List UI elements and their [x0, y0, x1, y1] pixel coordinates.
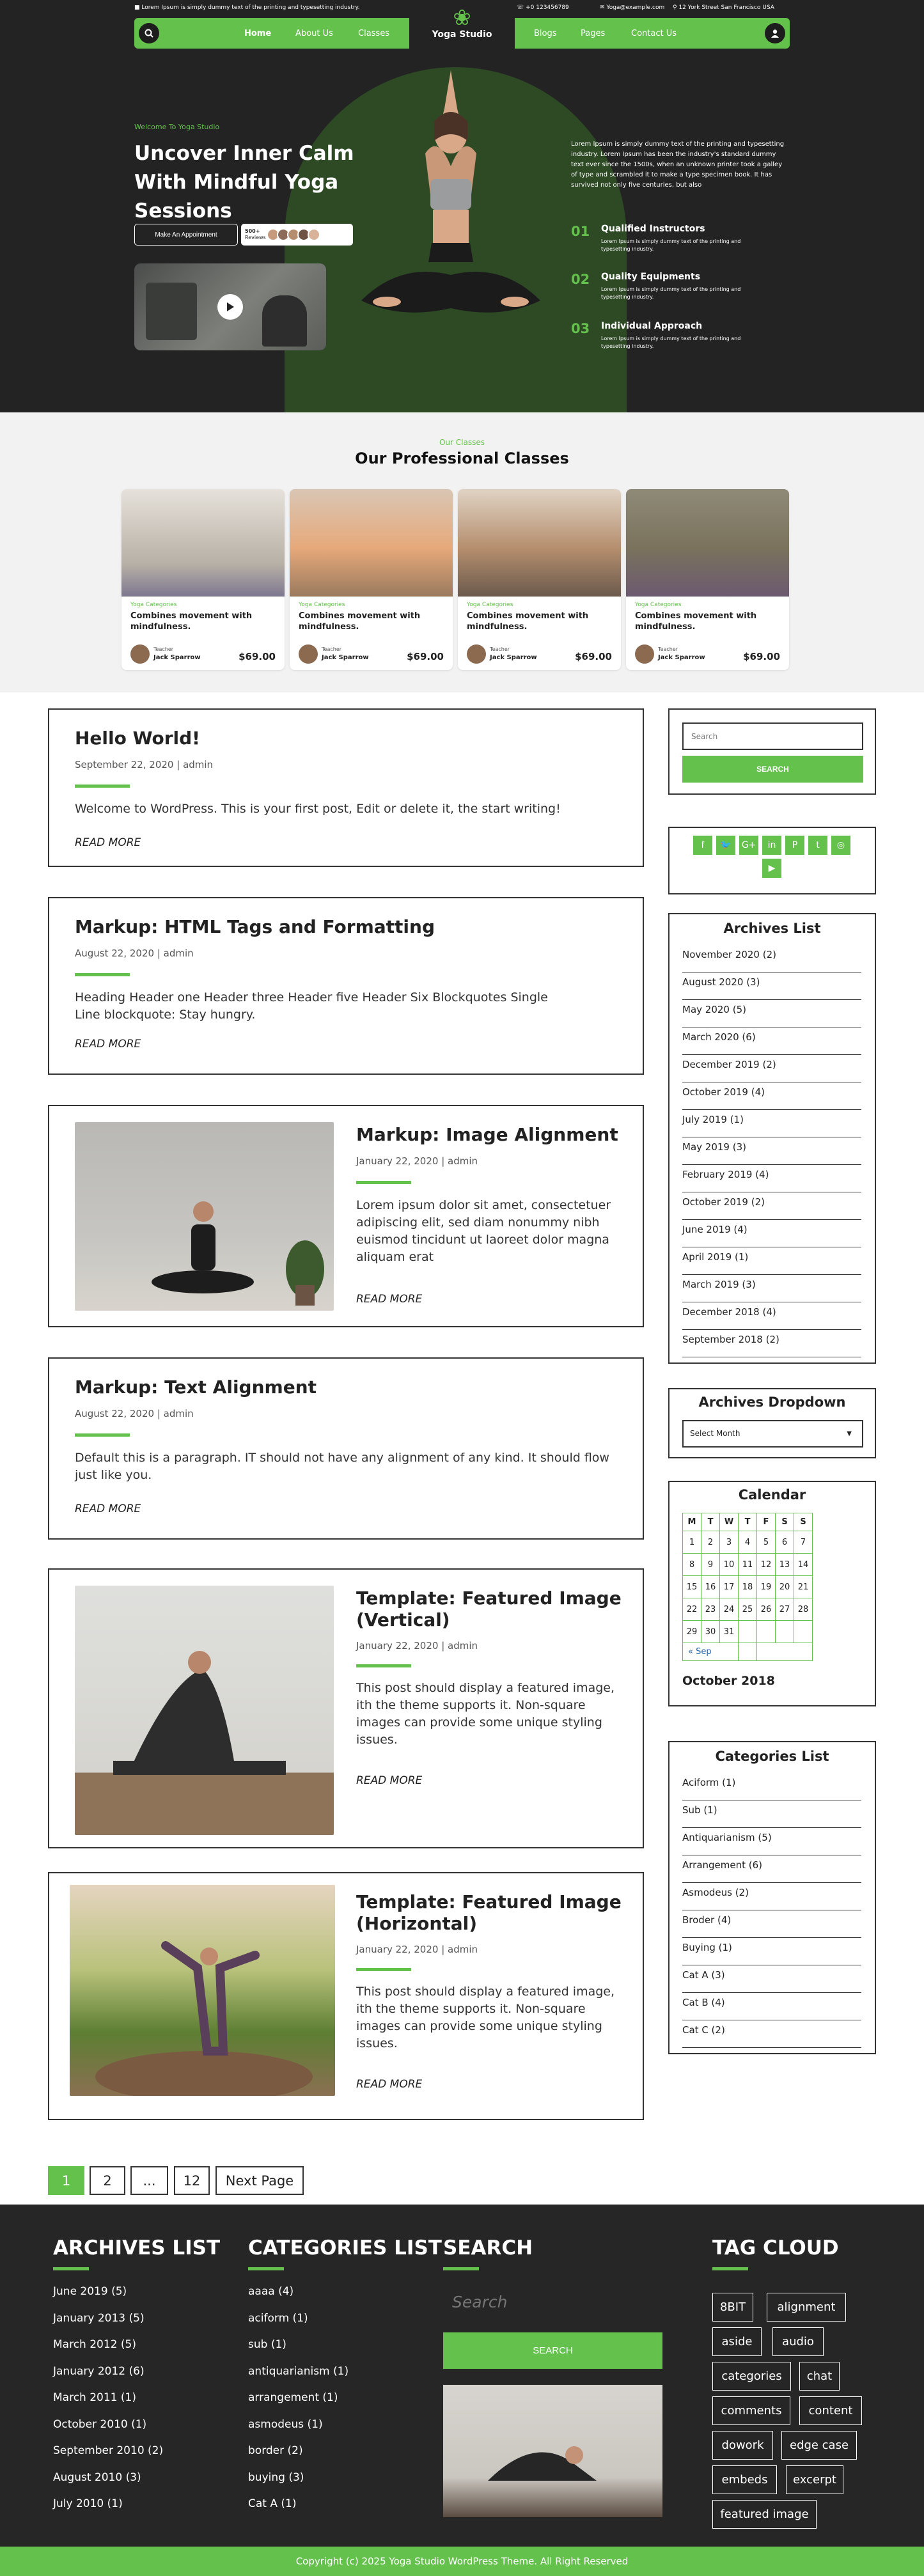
categories-list: [682, 1773, 861, 2048]
tag-link[interactable]: 8BIT: [712, 2293, 753, 2322]
reviews-label: Reviews: [245, 235, 266, 240]
footer-category-link[interactable]: sub (1): [248, 2338, 286, 2351]
archive-link[interactable]: June 2019 (4): [682, 1220, 861, 1247]
class-title: Combines movement with mindfulness.: [130, 611, 253, 632]
footer-categories-title: CATEGORIES LIST: [248, 2236, 442, 2260]
title-underline: [356, 1181, 411, 1184]
blog-post: [48, 1568, 644, 1848]
class-title: Combines movement with mindfulness.: [635, 611, 757, 632]
post-excerpt: Default this is a paragraph. IT should not have any alignment of any kind. It should flow just like you.: [75, 1451, 609, 1482]
class-price: $69.00: [743, 651, 780, 662]
category-link[interactable]: Asmodeus (2): [682, 1883, 861, 1910]
categories-widget: [668, 1741, 876, 2054]
topbar-tagline: ■ Lorem Ipsum is simply dummy text of the printing and typesetting industry.: [134, 4, 360, 11]
calendar-day: [776, 1621, 794, 1643]
classes-kicker: Our Classes: [439, 438, 485, 447]
class-price: $69.00: [407, 651, 444, 662]
site-logo[interactable]: [416, 6, 508, 51]
google-plus-icon[interactable]: G+: [739, 836, 758, 855]
calendar-caption: October 2018: [682, 1674, 775, 1688]
tag-link[interactable]: audio: [772, 2327, 824, 2356]
class-title: Combines movement with mindfulness.: [467, 611, 589, 632]
calendar-day: 3: [720, 1531, 739, 1554]
next-page-button[interactable]: Next Page: [215, 2166, 304, 2195]
tag-link[interactable]: aside: [712, 2327, 762, 2356]
footer-search-title: SEARCH: [443, 2236, 533, 2260]
feature-title: Individual Approach: [601, 321, 703, 331]
site-footer: [0, 2205, 924, 2576]
topbar-email[interactable]: ✉ Yoga@example.com: [600, 4, 665, 11]
calendar-day: 20: [776, 1576, 794, 1598]
play-icon[interactable]: [217, 294, 243, 320]
post-title[interactable]: Markup: Text Alignment: [75, 1377, 317, 1398]
search-input[interactable]: [682, 722, 863, 750]
calendar-title: Calendar: [738, 1487, 806, 1503]
read-more-link[interactable]: READ MORE: [75, 1503, 141, 1515]
blog-section: [0, 692, 924, 2205]
nav-left: [134, 18, 409, 49]
calendar-day: 31: [720, 1621, 739, 1643]
feature-title: Qualified Instructors: [601, 224, 705, 234]
footer-search-button[interactable]: SEARCH: [443, 2332, 662, 2369]
topbar-address: ⚲ 12 York Street San Francisco USA: [673, 4, 774, 11]
tag-link[interactable]: alignment: [767, 2293, 846, 2322]
blog-post: [48, 1872, 644, 2120]
video-thumbnail[interactable]: [134, 263, 326, 350]
footer-archives-title: ARCHIVES LIST: [53, 2236, 221, 2260]
feature-number: 02: [571, 272, 590, 287]
calendar-day-header: T: [739, 1513, 757, 1531]
footer-category-link[interactable]: buying (3): [248, 2471, 304, 2484]
feature-desc: Lorem Ipsum is simply dummy text of the printing and typesetting industry.: [601, 238, 741, 252]
category-link[interactable]: Arrangement (6): [682, 1855, 861, 1883]
post-excerpt: This post should display a featured image, ith the theme supports it. Non-square images can provide some unique styling issues.: [356, 1681, 615, 1747]
heading-underline: [443, 2267, 479, 2270]
archive-link[interactable]: April 2019 (1): [682, 1247, 861, 1275]
archive-link[interactable]: May 2020 (5): [682, 1000, 861, 1027]
heading-underline: [248, 2267, 284, 2270]
footer-archive-link[interactable]: March 2012 (5): [53, 2338, 136, 2351]
calendar-day: 17: [720, 1576, 739, 1598]
tag-link[interactable]: featured image: [712, 2500, 817, 2529]
category-link[interactable]: Sub (1): [682, 1800, 861, 1828]
footer-category-link[interactable]: asmodeus (1): [248, 2417, 323, 2431]
footer-archive-link[interactable]: July 2010 (1): [53, 2497, 123, 2510]
calendar-day: 9: [701, 1554, 720, 1576]
class-category: Yoga Categories: [299, 602, 345, 608]
calendar-day: 16: [701, 1576, 720, 1598]
class-category: Yoga Categories: [635, 602, 682, 608]
teacher-role: Teacher: [658, 646, 678, 652]
teacher-avatar: [299, 644, 318, 664]
category-link[interactable]: Aciform (1): [682, 1773, 861, 1800]
archive-link[interactable]: May 2019 (3): [682, 1137, 861, 1165]
post-meta: January 22, 2020 | admin: [356, 1640, 478, 1651]
teacher-name: Jack Sparrow: [153, 654, 201, 661]
calendar-day: [794, 1621, 813, 1643]
social-icons: [682, 836, 861, 878]
teacher-name: Jack Sparrow: [322, 654, 369, 661]
calendar-day: 27: [776, 1598, 794, 1621]
calendar-day: 1: [683, 1531, 701, 1554]
hero-section: [0, 0, 924, 412]
read-more-link[interactable]: READ MORE: [356, 2078, 423, 2091]
archive-link[interactable]: October 2019 (2): [682, 1192, 861, 1220]
footer-yoga-image: [443, 2385, 662, 2517]
heading-underline: [712, 2267, 748, 2270]
tag-link[interactable]: comments: [712, 2396, 790, 2425]
search-widget: [668, 708, 876, 795]
classes-title: Our Professional Classes: [355, 449, 569, 467]
calendar-day: 28: [794, 1598, 813, 1621]
footer-categories-list: [248, 2285, 348, 2524]
title-underline: [356, 1968, 411, 1971]
hero-title: Uncover Inner Calm With Mindful Yoga Sessions: [134, 142, 354, 222]
chevron-down-icon: ▼: [847, 1430, 852, 1437]
calendar-day: 10: [720, 1554, 739, 1576]
archive-link[interactable]: November 2020 (2): [682, 945, 861, 972]
pinterest-icon[interactable]: P: [785, 836, 804, 855]
calendar-day: 22: [683, 1598, 701, 1621]
class-category: Yoga Categories: [467, 602, 513, 608]
heading-underline: [53, 2267, 89, 2270]
nav-about[interactable]: About Us: [295, 28, 333, 38]
calendar-day: 23: [701, 1598, 720, 1621]
class-title: Combines movement with mindfulness.: [299, 611, 421, 632]
tag-link[interactable]: embeds: [712, 2465, 777, 2494]
month-select-value: Select Month: [690, 1429, 740, 1438]
reviews-badge: [241, 224, 353, 246]
read-more-link[interactable]: READ MORE: [356, 1774, 423, 1787]
read-more-link[interactable]: READ MORE: [356, 1293, 423, 1306]
calendar-day: 19: [757, 1576, 776, 1598]
post-title[interactable]: Template: Featured Image (Vertical): [356, 1588, 622, 1630]
nav-home[interactable]: Home: [244, 28, 272, 38]
category-link[interactable]: Broder (4): [682, 1910, 861, 1938]
blog-post: [48, 897, 644, 1075]
post-title[interactable]: Markup: Image Alignment: [356, 1124, 618, 1145]
footer-archive-link[interactable]: June 2019 (5): [53, 2285, 127, 2298]
calendar-day: 7: [794, 1531, 813, 1554]
topbar-phone[interactable]: ☏ +0 123456789: [517, 4, 569, 11]
tag-link[interactable]: content: [799, 2396, 862, 2425]
calendar-day-header: W: [720, 1513, 739, 1531]
post-featured-image[interactable]: [70, 1885, 335, 2096]
calendar-day: 26: [757, 1598, 776, 1621]
youtube-icon[interactable]: ▶: [762, 859, 781, 878]
calendar-day: 12: [757, 1554, 776, 1576]
archive-link[interactable]: October 2019 (4): [682, 1082, 861, 1110]
post-title[interactable]: Template: Featured Image (Horizontal): [356, 1891, 622, 1934]
footer-category-link[interactable]: Cat A (1): [248, 2497, 297, 2510]
archive-link[interactable]: March 2019 (3): [682, 1275, 861, 1302]
class-card[interactable]: [626, 489, 789, 670]
archives-title: Archives List: [723, 921, 821, 936]
class-image: [121, 489, 285, 597]
class-card[interactable]: [458, 489, 621, 670]
feature-desc: Lorem Ipsum is simply dummy text of the printing and typesetting industry.: [601, 336, 741, 349]
post-title[interactable]: Hello World!: [75, 728, 200, 749]
title-underline: [75, 973, 130, 976]
archive-link[interactable]: February 2019 (4): [682, 1165, 861, 1192]
calendar-day: [757, 1621, 776, 1643]
calendar-day: 6: [776, 1531, 794, 1554]
make-appointment-button[interactable]: Make An Appointment: [134, 224, 238, 246]
class-image: [290, 489, 453, 597]
archive-link[interactable]: December 2018 (4): [682, 1302, 861, 1330]
lotus-icon: ❀: [453, 5, 471, 31]
archives-widget: [668, 913, 876, 1364]
tag-link[interactable]: chat: [799, 2362, 840, 2391]
footer-archive-link[interactable]: January 2012 (6): [53, 2364, 145, 2378]
footer-archive-link[interactable]: September 2010 (2): [53, 2444, 164, 2457]
nav-pages[interactable]: Pages: [581, 28, 606, 38]
calendar-day: 14: [794, 1554, 813, 1576]
twitter-icon[interactable]: 🐦: [716, 836, 735, 855]
footer-archive-link[interactable]: January 2013 (5): [53, 2311, 145, 2325]
hero-kicker: Welcome To Yoga Studio: [134, 123, 220, 131]
archives-dropdown-widget: [668, 1388, 876, 1458]
calendar-day-header: S: [794, 1513, 813, 1531]
read-more-link[interactable]: READ MORE: [75, 836, 141, 849]
logo-text: Yoga Studio: [432, 29, 492, 40]
hero-description: Lorem Ipsum is simply dummy text of the printing and typesetting industry. Lorem Ipsum has been the industry's standard dummy text ever since the 1500s, when an unknown printer took a galley of type and scrambled it to make a type specimen book. It has survived not only five centuries, but also: [571, 141, 785, 189]
user-icon[interactable]: [765, 23, 785, 43]
calendar-day: 2: [701, 1531, 720, 1554]
facebook-icon[interactable]: f: [693, 836, 712, 855]
archives-dropdown-title: Archives Dropdown: [698, 1394, 846, 1410]
calendar-day-header: S: [776, 1513, 794, 1531]
teacher-name: Jack Sparrow: [658, 654, 705, 661]
teacher-avatar: [635, 644, 654, 664]
footer-archives-list: [53, 2285, 163, 2524]
teacher-avatar: [130, 644, 150, 664]
calendar-table: [682, 1513, 813, 1661]
nav-blogs[interactable]: Blogs: [534, 28, 557, 38]
footer-tags-title: TAG CLOUD: [712, 2236, 839, 2260]
nav-right: [515, 18, 790, 49]
post-meta: August 22, 2020 | admin: [75, 948, 194, 959]
post-excerpt: Heading Header one Header three Header five Header Six Blockquotes Single Line blockquote: Stay hungry.: [75, 990, 548, 1022]
tag-link[interactable]: edge case: [781, 2431, 857, 2460]
archive-link[interactable]: August 2020 (3): [682, 972, 861, 1000]
footer-category-link[interactable]: arrangement (1): [248, 2391, 338, 2404]
footer-category-link[interactable]: border (2): [248, 2444, 303, 2457]
calendar-day-header: M: [683, 1513, 701, 1531]
calendar-day: 13: [776, 1554, 794, 1576]
title-underline: [356, 1664, 411, 1667]
post-title[interactable]: Markup: HTML Tags and Formatting: [75, 916, 435, 937]
teacher-name: Jack Sparrow: [490, 654, 537, 661]
category-link[interactable]: Buying (1): [682, 1938, 861, 1965]
read-more-link[interactable]: READ MORE: [75, 1038, 141, 1050]
feature-title: Quality Equipments: [601, 272, 701, 282]
tag-link[interactable]: categories: [712, 2362, 791, 2391]
title-underline: [75, 1433, 130, 1437]
footer-archive-link[interactable]: March 2011 (1): [53, 2391, 136, 2404]
post-excerpt: Welcome to WordPress. This is your first post, Edit or delete it, the start writing!: [75, 802, 561, 816]
tag-link[interactable]: excerpt: [786, 2465, 843, 2494]
blog-post: [48, 1357, 644, 1540]
post-featured-image[interactable]: [75, 1586, 334, 1835]
calendar-day: 24: [720, 1598, 739, 1621]
search-button[interactable]: SEARCH: [682, 756, 863, 783]
post-meta: January 22, 2020 | admin: [356, 1944, 478, 1955]
post-meta: January 22, 2020 | admin: [356, 1155, 478, 1167]
class-card[interactable]: [121, 489, 285, 670]
class-image: [626, 489, 789, 597]
footer-archive-link[interactable]: August 2010 (3): [53, 2471, 141, 2484]
instagram-icon[interactable]: ◎: [831, 836, 850, 855]
social-widget: [668, 827, 876, 894]
title-underline: [75, 785, 130, 788]
class-image: [458, 489, 621, 597]
calendar-day: 30: [701, 1621, 720, 1643]
categories-title: Categories List: [715, 1749, 829, 1764]
calendar-day: 11: [739, 1554, 757, 1576]
nav-contact[interactable]: Contact Us: [631, 28, 677, 38]
category-link[interactable]: Antiquarianism (5): [682, 1828, 861, 1855]
page-2[interactable]: 2: [90, 2166, 125, 2195]
blog-post: [48, 708, 644, 867]
class-price: $69.00: [575, 651, 612, 662]
archives-list: [682, 945, 861, 1357]
calendar-day: 18: [739, 1576, 757, 1598]
calendar-prev-link[interactable]: « Sep: [683, 1643, 739, 1661]
page-12[interactable]: 12: [174, 2166, 210, 2195]
teacher-role: Teacher: [490, 646, 510, 652]
linkedin-icon[interactable]: in: [762, 836, 781, 855]
post-excerpt: This post should display a featured image, ith the theme supports it. Non-square images can provide some unique styling issues.: [356, 1985, 615, 2050]
calendar-widget: [668, 1481, 876, 1706]
post-meta: August 22, 2020 | admin: [75, 1408, 194, 1419]
footer-archive-link[interactable]: October 2010 (1): [53, 2417, 147, 2431]
post-featured-image[interactable]: [75, 1122, 334, 1311]
feature-number: 03: [571, 321, 590, 336]
class-category: Yoga Categories: [130, 602, 177, 608]
post-meta: September 22, 2020 | admin: [75, 759, 214, 770]
yoga-woman-figure: [342, 70, 560, 409]
teacher-role: Teacher: [153, 646, 174, 652]
calendar-day: 15: [683, 1576, 701, 1598]
archive-link[interactable]: July 2019 (1): [682, 1110, 861, 1137]
archive-link[interactable]: December 2019 (2): [682, 1055, 861, 1082]
footer-search-input[interactable]: [443, 2284, 662, 2320]
calendar-day: 8: [683, 1554, 701, 1576]
footer-category-link[interactable]: antiquarianism (1): [248, 2364, 349, 2378]
calendar-day: [739, 1621, 757, 1643]
category-link[interactable]: Cat A (3): [682, 1965, 861, 1993]
calendar-day: 29: [683, 1621, 701, 1643]
archive-link[interactable]: September 2018 (2): [682, 1330, 861, 1357]
category-link[interactable]: Cat B (4): [682, 1993, 861, 2020]
class-price: $69.00: [239, 651, 276, 662]
calendar-day: 21: [794, 1576, 813, 1598]
page-ellipsis: ...: [130, 2166, 168, 2195]
copyright-bar: Copyright (c) 2025 Yoga Studio WordPress Theme. All Right Reserved: [0, 2547, 924, 2576]
teacher-avatar: [467, 644, 486, 664]
calendar-day: 25: [739, 1598, 757, 1621]
calendar-day: 4: [739, 1531, 757, 1554]
blog-post: [48, 1105, 644, 1327]
calendar-day-header: T: [701, 1513, 720, 1531]
tag-link[interactable]: dowork: [712, 2431, 773, 2460]
classes-section: [0, 412, 924, 692]
calendar-day-header: F: [757, 1513, 776, 1531]
archive-link[interactable]: March 2020 (6): [682, 1027, 861, 1055]
category-link[interactable]: Cat C (2): [682, 2020, 861, 2048]
feature-number: 01: [571, 224, 590, 239]
reviews-count: 500+: [245, 228, 260, 234]
calendar-day: 5: [757, 1531, 776, 1554]
post-excerpt: Lorem ipsum dolor sit amet, consectetuer adipiscing elit, sed diam nonummy nibh euismod tincidunt ut laoreet dolor magna aliquam erat: [356, 1198, 611, 1264]
page-1[interactable]: 1: [48, 2166, 84, 2195]
feature-desc: Lorem Ipsum is simply dummy text of the printing and typesetting industry.: [601, 286, 741, 300]
teacher-role: Teacher: [322, 646, 342, 652]
class-card[interactable]: [290, 489, 453, 670]
month-select[interactable]: [682, 1420, 863, 1448]
nav-classes[interactable]: Classes: [358, 28, 389, 38]
search-icon[interactable]: [139, 23, 159, 43]
avatar: [308, 228, 320, 241]
footer-category-link[interactable]: aciform (1): [248, 2311, 308, 2325]
tumblr-icon[interactable]: t: [808, 836, 827, 855]
footer-category-link[interactable]: aaaa (4): [248, 2285, 294, 2298]
